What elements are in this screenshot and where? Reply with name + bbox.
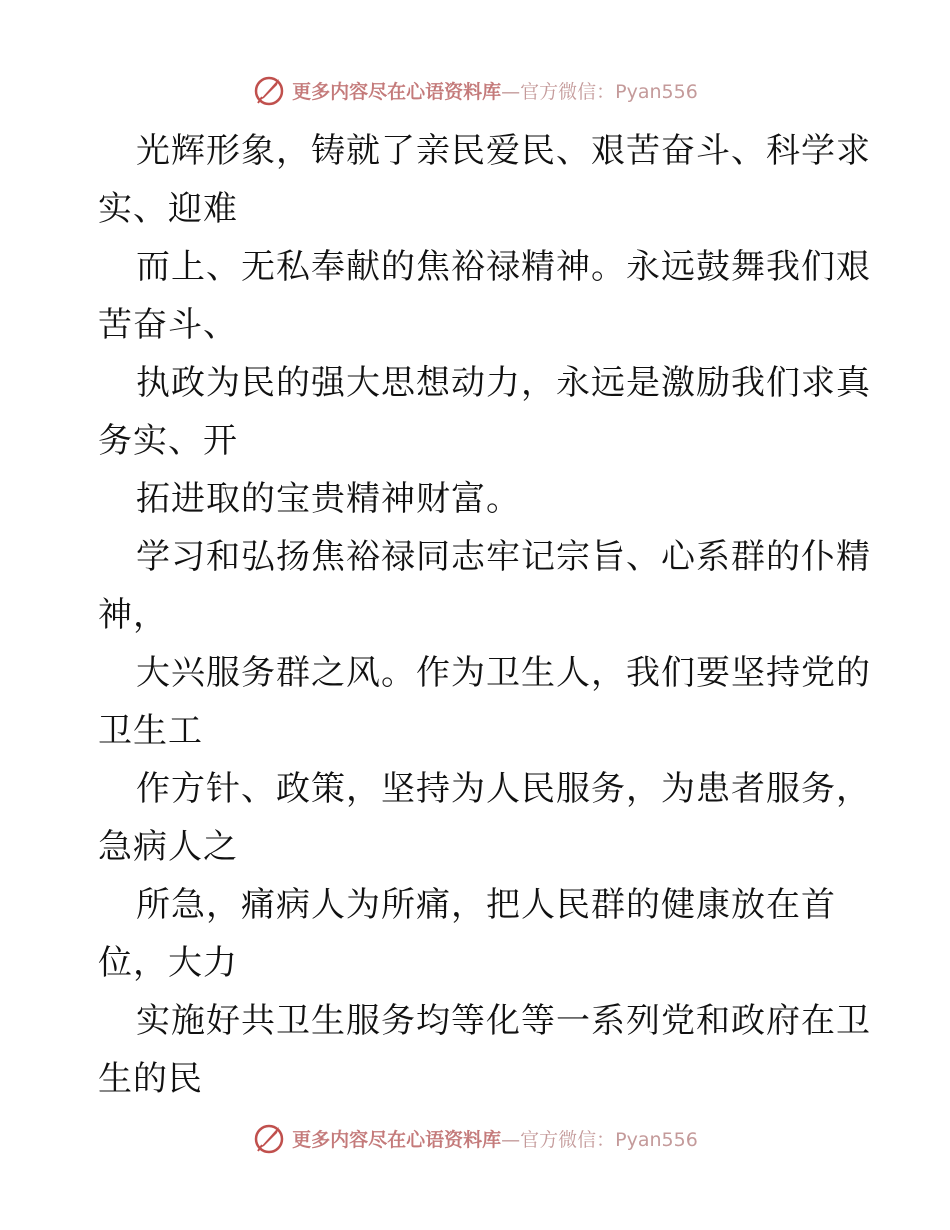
- text-line: 大兴服务群之风。作为卫生人，我们要坚持党的: [136, 653, 871, 693]
- footer-banner-text: [292, 1125, 698, 1152]
- text-line: 拓进取的宝贵精神财富。: [136, 479, 521, 519]
- text-line: 作方针、政策，坚持为人民服务，为患者服务，: [136, 769, 871, 809]
- text-line: 实施好共卫生服务均等化等一系列党和政府在卫: [136, 1001, 871, 1041]
- header-banner-text: [292, 77, 698, 104]
- text-line: 而上、无私奉献的焦裕禄精神。永远鼓舞我们艰: [136, 247, 871, 287]
- text-line: 学习和弘扬焦裕禄同志牢记宗旨、心系群的仆精: [136, 537, 871, 577]
- text-line: 实、迎难: [98, 189, 238, 229]
- text-line: 位，大力: [98, 943, 238, 983]
- header-watermark: [0, 70, 950, 110]
- quill-logo-icon: [252, 73, 286, 107]
- footer-site-name: 更多内容尽在心语资料库: [292, 1128, 502, 1151]
- text-line: 神，: [98, 595, 168, 635]
- text-line: 急病人之: [98, 827, 238, 867]
- footer-wechat: —官方微信：Pyan556: [501, 1128, 698, 1151]
- header-wechat: —官方微信：Pyan556: [501, 80, 698, 103]
- text-line: 务实、开: [98, 421, 238, 461]
- footer-watermark: [0, 1118, 950, 1158]
- text-line: 所急，痛病人为所痛，把人民群的健康放在首: [136, 885, 836, 925]
- text-line: 执政为民的强大思想动力，永远是激励我们求真: [136, 363, 871, 403]
- text-line: 卫生工: [98, 711, 203, 751]
- document-body: [98, 122, 871, 1108]
- text-line: 光辉形象，铸就了亲民爱民、艰苦奋斗、科学求: [136, 131, 871, 171]
- header-site-name: 更多内容尽在心语资料库: [292, 80, 502, 103]
- text-line: 苦奋斗、: [98, 305, 238, 345]
- quill-logo-icon: [252, 1121, 286, 1155]
- text-line: 生的民: [98, 1059, 203, 1099]
